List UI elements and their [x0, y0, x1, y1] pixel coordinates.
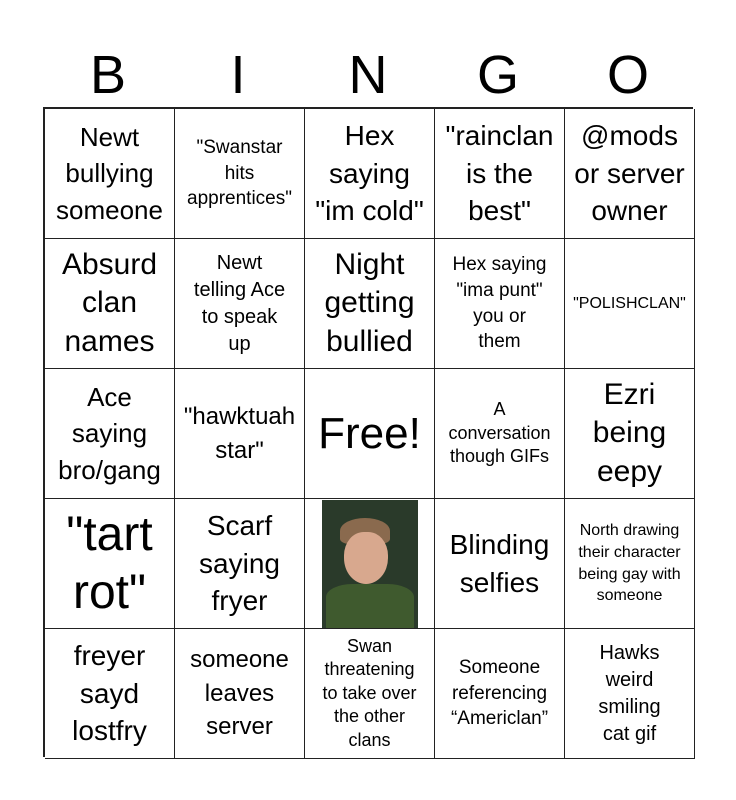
cell-text: "Swanstar hits apprentices" — [187, 137, 292, 210]
header-letter-g: G — [476, 45, 519, 105]
bingo-cell[interactable] — [435, 109, 565, 239]
bingo-cell[interactable] — [305, 109, 435, 239]
cell-text: freyer sayd lostfry — [72, 639, 147, 747]
cell-text: Swan threatening to take over the other clans — [322, 636, 417, 750]
bingo-cell[interactable] — [565, 369, 695, 499]
bingo-cell[interactable] — [175, 499, 305, 629]
cell-text: Newt bullying someone — [56, 121, 163, 225]
bingo-cell[interactable] — [305, 629, 435, 759]
header-letter-b: B — [89, 45, 127, 105]
cell-text: "rainclan is the best" — [445, 119, 554, 227]
header-letter-i: I — [230, 45, 246, 105]
cell-text: Ezri being eepy — [592, 377, 667, 488]
cell-text: Absurd clan names — [61, 247, 158, 358]
bingo-cell[interactable] — [45, 369, 175, 499]
cell-text: Someone referencing “Americlan” — [450, 657, 549, 730]
bingo-cell[interactable] — [175, 629, 305, 759]
cell-text: "POLISHCLAN" — [573, 294, 686, 312]
bingo-cell[interactable] — [435, 499, 565, 629]
free-space-text: Free! — [318, 408, 421, 458]
bingo-cell[interactable] — [175, 109, 305, 239]
bingo-cell[interactable] — [565, 109, 695, 239]
cell-text: @mods or server owner — [574, 119, 685, 227]
cell-text: North drawing their character being gay with someone — [578, 522, 681, 605]
cell-text: Night getting bullied — [324, 247, 415, 358]
cell-text: Newt telling Ace to speak up — [193, 251, 286, 355]
bingo-header — [43, 42, 693, 108]
bingo-cell[interactable] — [305, 239, 435, 369]
bingo-cell[interactable] — [175, 369, 305, 499]
bingo-cell[interactable] — [565, 629, 695, 759]
header-letter-n: N — [348, 45, 388, 105]
cell-text: "tart rot" — [66, 507, 153, 619]
cell-text: Hex saying "im cold" — [315, 119, 424, 227]
bingo-cell[interactable] — [565, 239, 695, 369]
bingo-cell[interactable] — [45, 629, 175, 759]
cell-text: Scarf saying fryer — [199, 509, 280, 617]
selfie-photo — [322, 500, 418, 628]
cell-text: Hawks weird smiling cat gif — [598, 641, 661, 745]
bingo-cell[interactable] — [435, 629, 565, 759]
bingo-cell[interactable] — [435, 239, 565, 369]
photo-cell[interactable] — [305, 499, 435, 629]
bingo-cell[interactable] — [45, 109, 175, 239]
bingo-cell[interactable] — [175, 239, 305, 369]
cell-text: Ace saying bro/gang — [58, 381, 161, 485]
cell-text: A conversation though GIFs — [448, 399, 551, 467]
cell-text: Hex saying "ima punt" you or them — [452, 254, 547, 353]
header-letter-o: O — [606, 45, 649, 105]
bingo-cell[interactable] — [45, 239, 175, 369]
free-space-cell[interactable] — [305, 369, 435, 499]
cell-text: "hawktuah star" — [183, 402, 296, 464]
cell-text: someone leaves server — [190, 646, 289, 741]
cell-text: Blinding selfies — [449, 528, 550, 598]
bingo-cell[interactable] — [435, 369, 565, 499]
bingo-cell[interactable] — [565, 499, 695, 629]
bingo-cell[interactable] — [45, 499, 175, 629]
bingo-grid — [43, 107, 693, 757]
